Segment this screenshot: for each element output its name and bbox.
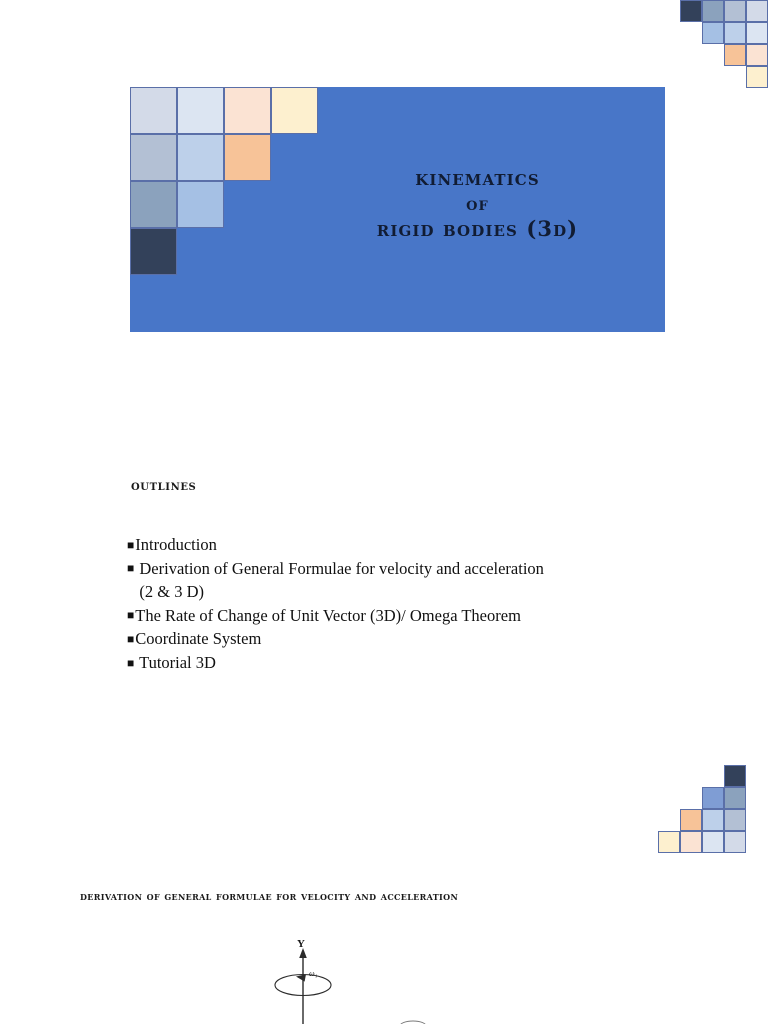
banner-mosaic-cell (130, 87, 177, 134)
figure-omega-label: ω₁ (309, 969, 318, 978)
banner-mosaic-cell (177, 87, 224, 134)
banner-mosaic-cell (130, 181, 177, 228)
title-line-2: of (466, 192, 489, 215)
kinematics-figure (250, 930, 550, 1024)
title-line-3: rigid bodies (3d) (376, 216, 579, 242)
square-bullet-icon: ■ (127, 631, 135, 646)
decoration-cell-bottom-right (680, 831, 702, 853)
outline-list-item (127, 627, 687, 651)
decoration-cell-bottom-right (702, 809, 724, 831)
outline-list-item (127, 651, 687, 675)
title-line-1: kinematics (415, 165, 540, 190)
title-banner (130, 87, 665, 332)
square-bullet-icon: ■ (127, 561, 135, 576)
decoration-cell-bottom-right (724, 831, 746, 853)
figure-axis-label-y: Y (297, 938, 305, 950)
decoration-cell-bottom-right (702, 787, 724, 809)
banner-mosaic-cell (177, 134, 224, 181)
decoration-cell-bottom-right (658, 831, 680, 853)
outline-item-label: (2 & 3 D) (127, 582, 204, 602)
decoration-cell-top-right (724, 22, 746, 44)
figure-svg (250, 930, 550, 1024)
outline-item-label: The Rate of Change of Unit Vector (3D)/ Omega Theorem (135, 605, 521, 625)
outline-list-item (127, 533, 687, 557)
banner-mosaic-cell (130, 228, 177, 275)
outline-item-label: Introduction (135, 535, 217, 554)
banner-mosaic-cell (271, 87, 318, 134)
outline-item-label: Coordinate System (135, 629, 262, 649)
decoration-bottom-right (658, 765, 768, 870)
outline-list-item (127, 557, 687, 581)
outline-list-item (127, 604, 687, 628)
outline-list-item (127, 580, 687, 603)
banner-mosaic-cell (224, 87, 271, 134)
square-bullet-icon: ■ (127, 608, 135, 623)
decoration-top-right (680, 0, 768, 88)
decoration-cell-bottom-right (724, 787, 746, 809)
decoration-cell-top-right (702, 0, 724, 22)
decoration-cell-bottom-right (680, 809, 702, 831)
decoration-cell-top-right (702, 22, 724, 44)
outline-item-label: Derivation of General Formulae for velocity and acceleration (135, 558, 544, 578)
square-bullet-icon: ■ (127, 655, 135, 670)
outlines-heading: outlines (131, 477, 197, 494)
omega-arrowhead (296, 974, 306, 981)
decoration-cell-bottom-right (724, 765, 746, 787)
section-heading-derivation: derivation of general formulae for velocity and acceleration (80, 889, 459, 903)
title-text-block (290, 165, 665, 243)
outlines-list (127, 533, 687, 675)
square-bullet-icon: ■ (127, 537, 135, 552)
decoration-cell-top-right (746, 22, 768, 44)
outline-item-label: Tutorial 3D (135, 653, 216, 673)
decoration-cell-top-right (746, 66, 768, 88)
banner-mosaic-cell (130, 134, 177, 181)
decoration-cell-top-right (746, 44, 768, 66)
banner-mosaic-cell (177, 181, 224, 228)
decoration-cell-top-right (680, 0, 702, 22)
decoration-cell-bottom-right (702, 831, 724, 853)
decoration-cell-bottom-right (724, 809, 746, 831)
decoration-cell-top-right (746, 0, 768, 22)
decoration-cell-top-right (724, 44, 746, 66)
decoration-cell-top-right (724, 0, 746, 22)
banner-mosaic-cell (224, 134, 271, 181)
